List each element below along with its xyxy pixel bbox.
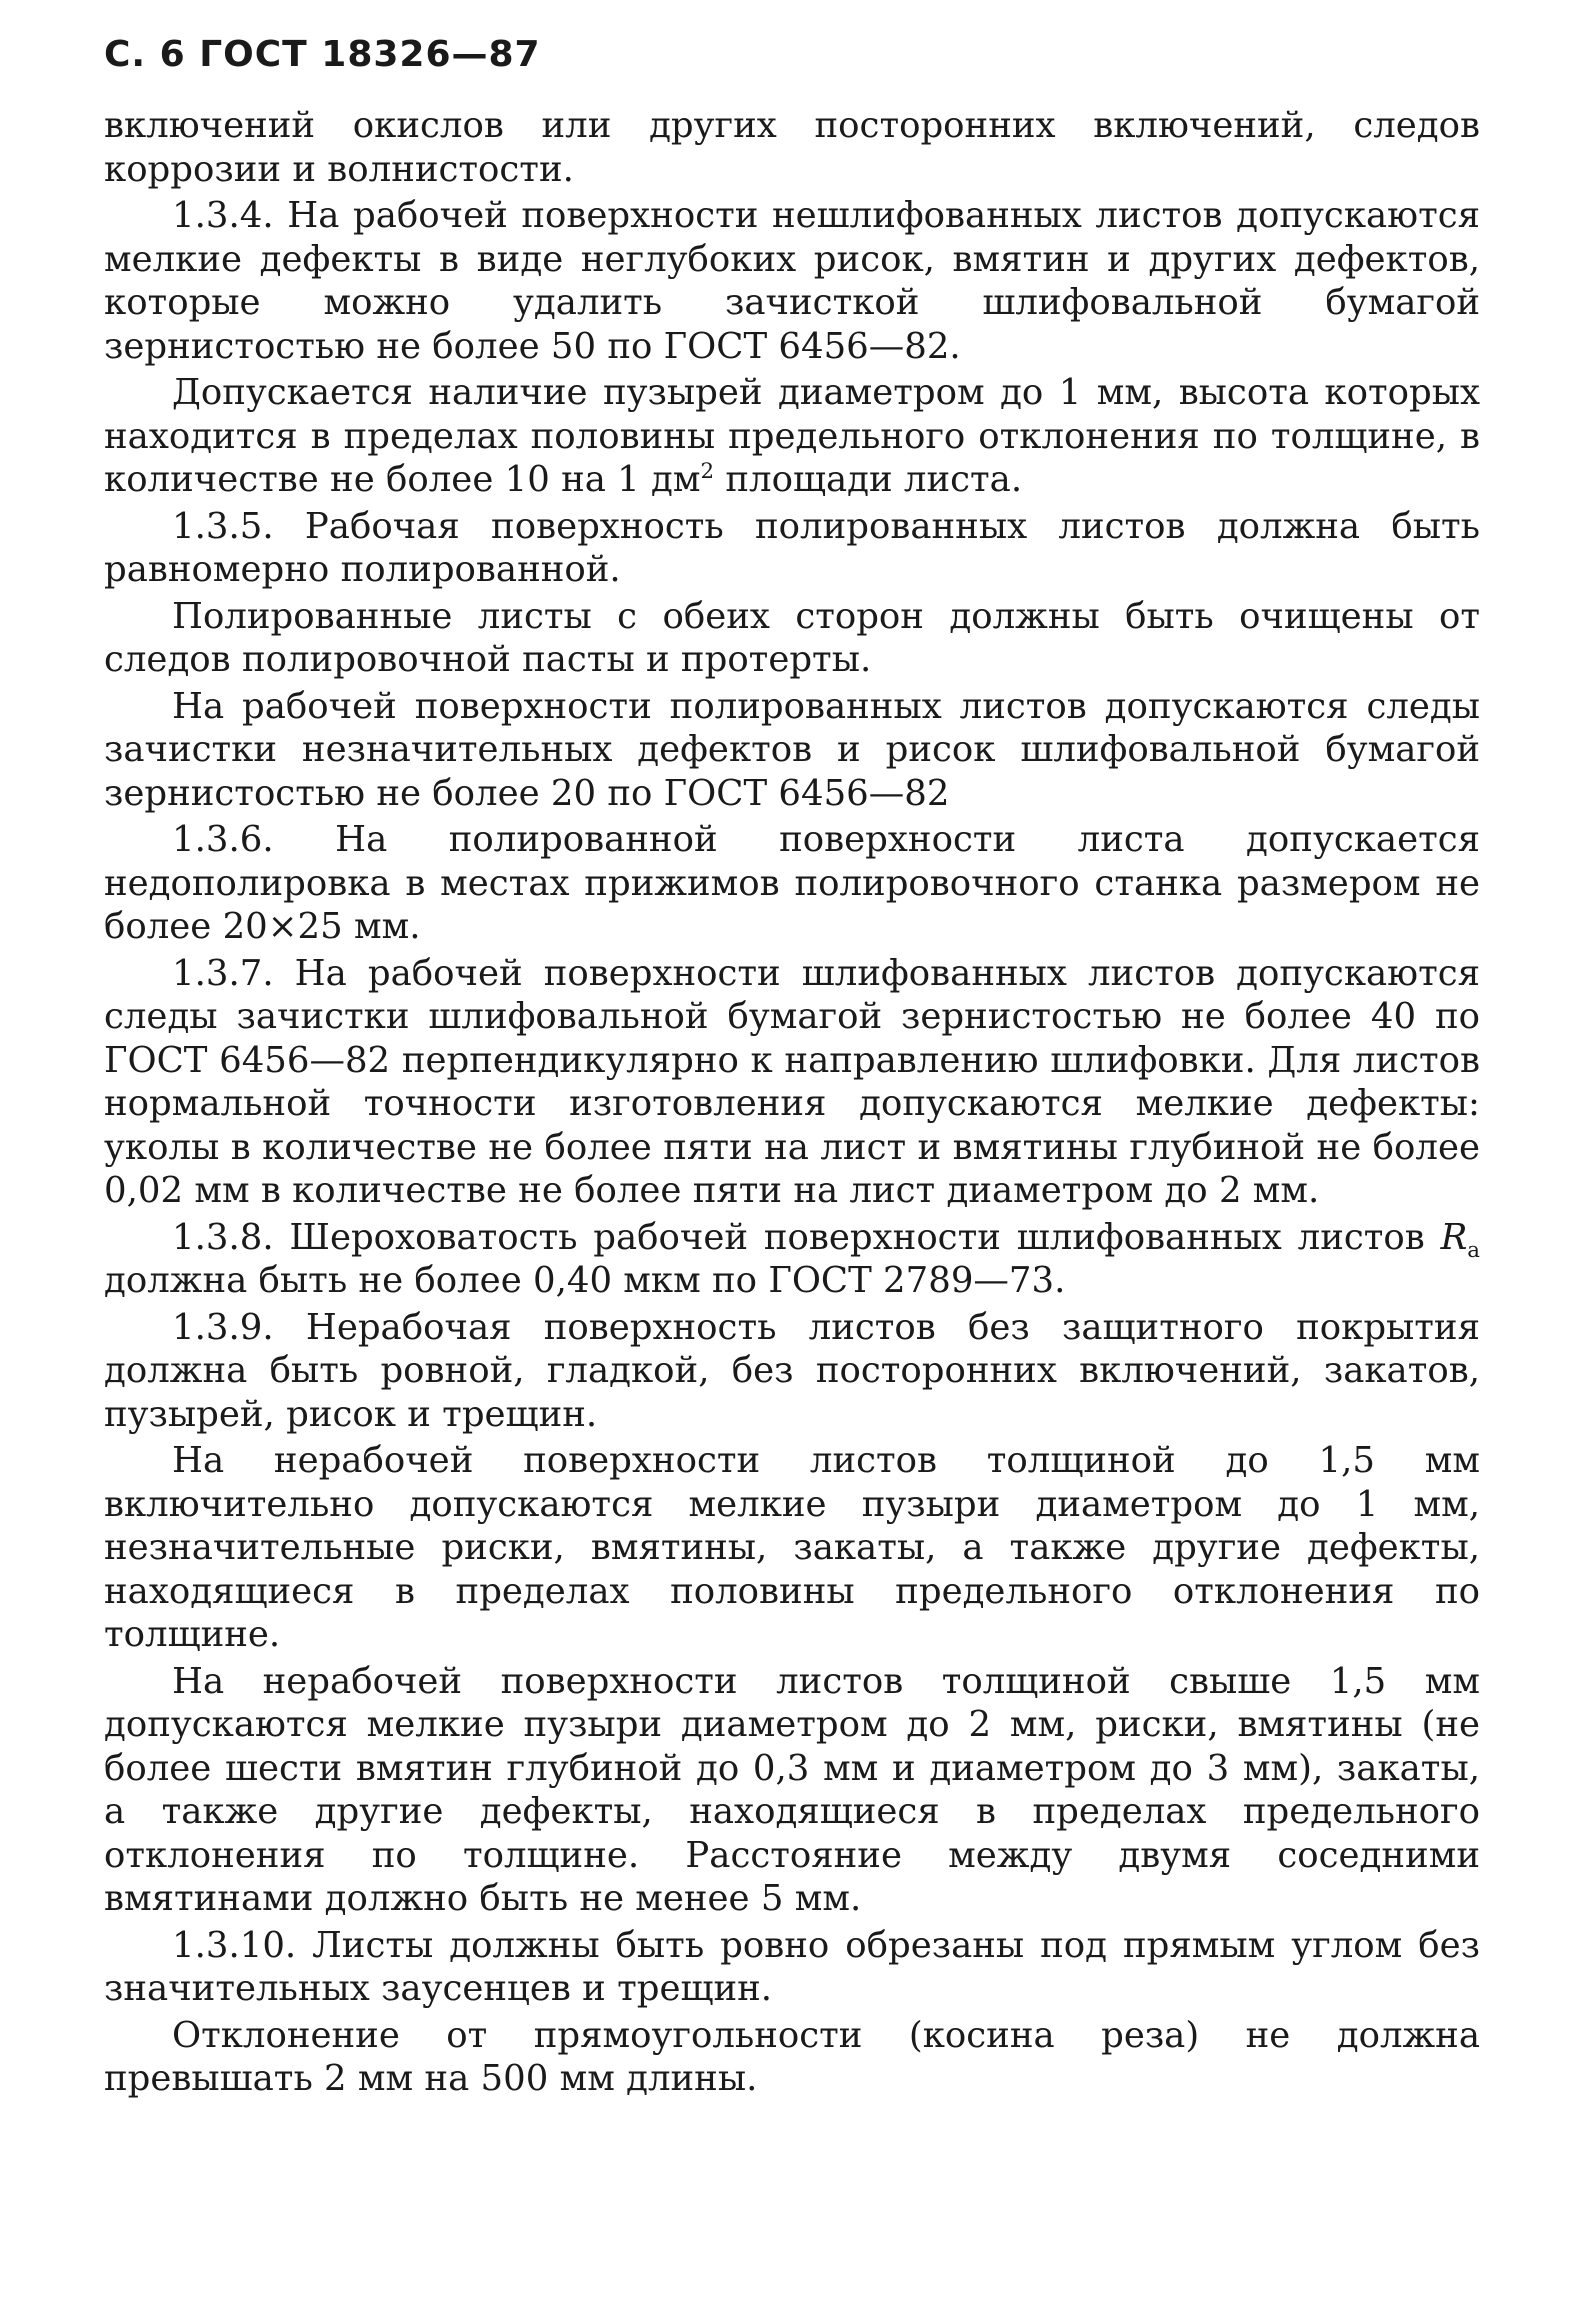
- superscript-two: 2: [700, 459, 715, 485]
- paragraph-1-3-7: 1.3.7. На рабочей поверхности шлифованных листов допускаются следы зачистки шлифовальной бумагой зернистостью не более 40 по ГОСТ 6456—82 перпендикулярно к направлению шлифовки. Для листов нормальной точности изготовления допускаются мелкие дефекты: уколы в количестве не более пяти на лист и вмятины глубиной не более 0,02 мм в количестве не более пяти на лист диаметром до 2 мм.: [104, 952, 1480, 1211]
- paragraph-1-3-10: 1.3.10. Листы должны быть ровно обрезаны под прямым углом без значительных заусенцев и трещин.: [104, 1924, 1480, 2009]
- paragraph-polished-traces: На рабочей поверхности полированных листов допускаются следы зачистки незначительных дефектов и рисок шлифовальной бумагой зернистостью не более 20 по ГОСТ 6456—82: [104, 685, 1480, 814]
- paragraph-thick-sheets: На нерабочей поверхности листов толщиной свыше 1,5 мм допускаются мелкие пузыри диаметром до 2 мм, риски, вмятины (не более шести вмятин глубиной до 0,3 мм и диаметром до 3 мм), закаты, а также другие дефекты, находящиеся в пределах предельного отклонения по толщине. Расстояние между двумя соседними вмятинами должно быть не менее 5 мм.: [104, 1660, 1480, 1919]
- roughness-symbol: R: [1440, 1216, 1468, 1258]
- paragraph-1-3-8: [104, 1216, 1480, 1303]
- paragraph-rectangularity: Отклонение от прямоугольности (косина реза) не должна превышать 2 мм на 500 мм длины.: [104, 2014, 1480, 2099]
- paragraph-bubbles-text: Допускается наличие пузырей диаметром до 1 мм, высота которых находится в пределах половины предельного отклонения по толщине, в количестве не более 10 на 1 дм: [104, 372, 1480, 500]
- paragraph-thin-sheets: На нерабочей поверхности листов толщиной до 1,5 мм включительно допускаются мелкие пузыри диаметром до 1 мм, незначительные риски, вмятины, закаты, а также другие дефекты, находящиеся в пределах половины предельного отклонения по толщине.: [104, 1440, 1480, 1655]
- document-body: [104, 104, 1480, 2101]
- paragraph-1-3-6: 1.3.6. На полированной поверхности листа допускается недополировка в местах прижимов полировочного станка размером не более 20×25 мм.: [104, 819, 1480, 947]
- paragraph-1-3-8-tail: должна быть не более 0,40 мкм по ГОСТ 2789—73.: [104, 1260, 1066, 1301]
- paragraph-bubbles-tail: площади листа.: [714, 459, 1023, 500]
- paragraph-bubbles: [104, 371, 1480, 502]
- paragraph-polished-clean: Полированные листы с обеих сторон должны быть очищены от следов полировочной пасты и протерты.: [104, 595, 1480, 680]
- paragraph-1-3-5: 1.3.5. Рабочая поверхность полированных листов должна быть равномерно полированной.: [104, 505, 1480, 590]
- roughness-subscript: a: [1467, 1237, 1480, 1263]
- paragraph-1-3-9: 1.3.9. Нерабочая поверхность листов без защитного покрытия должна быть ровной, гладкой, без посторонних включений, закатов, пузырей, рисок и трещин.: [104, 1306, 1480, 1435]
- paragraph-continuation: включений окислов или других посторонних включений, следов коррозии и волнистости.: [104, 105, 1480, 190]
- document-page: [104, 34, 1480, 2104]
- page-header: С. 6 ГОСТ 18326—87: [104, 34, 541, 75]
- paragraph-1-3-4: 1.3.4. На рабочей поверхности нешлифованных листов допускаются мелкие дефекты в виде неглубоких рисок, вмятин и других дефектов, которые можно удалить зачисткой шлифовальной бумагой зернистостью не более 50 по ГОСТ 6456—82.: [104, 195, 1480, 367]
- paragraph-1-3-8-text: 1.3.8. Шероховатость рабочей поверхности шлифованных листов: [172, 1216, 1441, 1258]
